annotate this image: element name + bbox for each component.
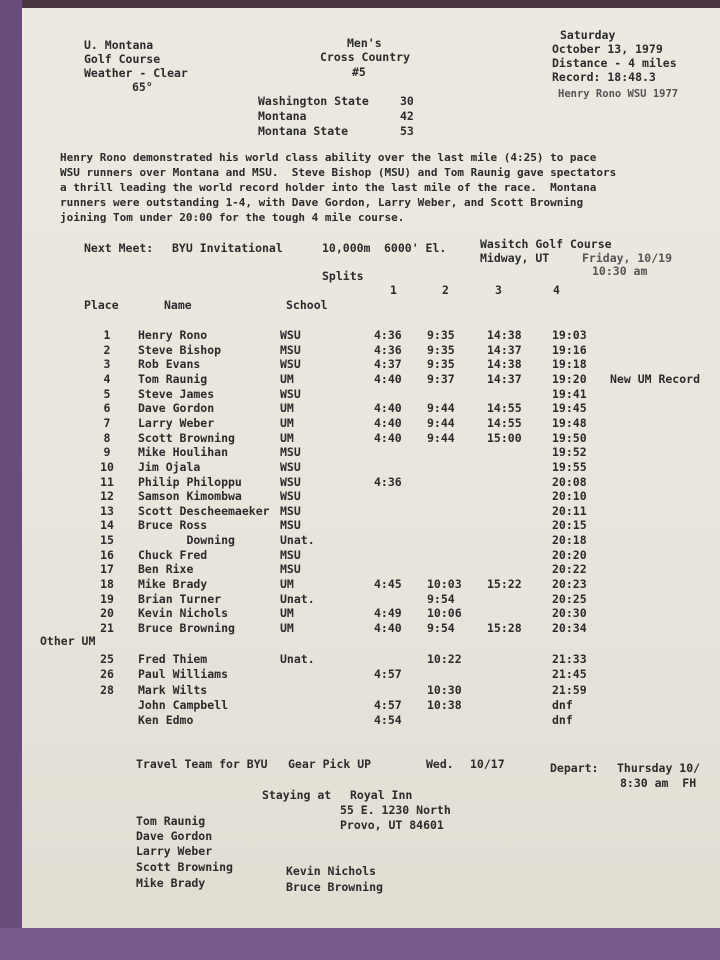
split-header-2: 2 [442, 283, 449, 297]
next-meet-elevation: 6000' El. [384, 241, 447, 255]
roster-3: Larry Weber [136, 844, 213, 858]
roster-5: Mike Brady [136, 876, 206, 890]
next-meet-city: Midway, UT [480, 251, 550, 265]
split-header-4: 4 [553, 283, 560, 297]
cell-place: 4 [103, 371, 111, 386]
cell-s3: 14:37 [487, 371, 522, 386]
cell-place: 17 [100, 562, 114, 577]
cell-s3: 15:28 [487, 621, 522, 635]
weather-line: Weather - Clear [84, 66, 188, 80]
table-row [22, 621, 720, 636]
cell-name: Chuck Fred [138, 547, 208, 562]
cell-fin: 19:45 [552, 401, 587, 416]
cell-name: Mike Brady [138, 577, 208, 592]
background-left [0, 0, 22, 960]
cell-name: Mark Wilts [138, 682, 208, 697]
cell-name: Scott Descheemaeker [138, 503, 270, 518]
summary-line-1: Henry Rono demonstrated his world class ability over the last mile (4:25) to pace [60, 151, 597, 164]
cell-s2: 9:54 [427, 621, 455, 635]
cell-s1: 4:40 [374, 415, 402, 430]
cell-name: Ben Rixe [138, 562, 194, 577]
gear-date: 10/17 [470, 757, 505, 771]
table-row [22, 489, 720, 504]
cell-school: Unat. [280, 652, 315, 666]
cell-name: Paul Williams [138, 667, 229, 682]
next-meet-name: BYU Invitational [172, 241, 283, 255]
roster-7: Bruce Browning [286, 880, 383, 894]
cell-place: 8 [103, 430, 111, 445]
cell-fin: 20:08 [552, 474, 587, 489]
cell-school: Unat. [280, 591, 315, 606]
cell-s1: 4:57 [374, 667, 402, 682]
school-header: School [286, 298, 328, 312]
table-row [22, 713, 720, 728]
meet-date: October 13, 1979 [552, 42, 663, 56]
cell-place: 15 [100, 533, 114, 548]
cell-name: Henry Rono [138, 328, 208, 342]
record-holder: Henry Rono WSU 1977 [558, 88, 679, 100]
cell-s2: 9:35 [427, 357, 455, 372]
cell-s2: 9:35 [427, 328, 455, 342]
name-header: Name [164, 298, 192, 312]
cell-place: 3 [103, 357, 111, 372]
roster-2: Dave Gordon [136, 829, 213, 843]
cell-s2: 9:44 [427, 401, 455, 416]
cell-name: Bruce Browning [138, 621, 235, 635]
cell-place: 11 [100, 474, 114, 489]
cell-fin: 19:20 [552, 371, 587, 386]
cell-place: 7 [103, 415, 111, 430]
table-row [22, 504, 720, 519]
cell-name: Downing [138, 533, 235, 548]
hotel-city: Provo, UT 84601 [340, 818, 444, 832]
cell-place: 20 [100, 606, 114, 621]
cell-fin: 19:48 [552, 415, 587, 430]
table-row [22, 372, 720, 387]
next-meet-time: 10:30 am [592, 264, 648, 278]
cell-s2: 10:30 [427, 682, 462, 697]
table-row [22, 343, 720, 358]
summary-line-4: runners were outstanding 1-4, with Dave Gordon, Larry Weber, and Scott Browning [60, 196, 584, 209]
hotel-name: Royal Inn [350, 788, 413, 802]
cell-fin: 20:34 [552, 621, 587, 635]
table-row [22, 698, 720, 713]
next-meet-distance: 10,000m [322, 241, 371, 255]
cell-school: Unat. [280, 533, 315, 548]
cell-school: MSU [280, 503, 301, 518]
location-line-2: Golf Course [84, 52, 161, 66]
cell-name: Rob Evans [138, 357, 201, 372]
table-row [22, 667, 720, 682]
cell-school: WSU [280, 489, 301, 504]
cell-s2: 9:54 [427, 591, 455, 606]
cell-s3: 14:55 [487, 401, 522, 416]
cell-s2: 9:37 [427, 371, 455, 386]
temperature: 65° [132, 80, 153, 94]
table-row [22, 683, 720, 698]
cell-s1: 4:36 [374, 342, 402, 357]
cell-fin: 19:03 [552, 328, 587, 342]
cell-name: Bruce Ross [138, 518, 208, 533]
cell-s3: 14:37 [487, 342, 522, 357]
staying-label: Staying at [262, 788, 332, 802]
cell-school: MSU [280, 547, 301, 562]
cell-school: UM [280, 371, 294, 386]
roster-1: Tom Raunig [136, 814, 206, 828]
cell-place: 25 [100, 652, 114, 666]
cell-fin: 19:55 [552, 459, 587, 474]
cell-s2: 10:22 [427, 652, 462, 666]
cell-school: WSU [280, 386, 301, 401]
table-row [22, 533, 720, 548]
cell-fin: 21:59 [552, 682, 587, 697]
cell-s3: 14:38 [487, 357, 522, 372]
cell-s1: 4:54 [374, 713, 402, 728]
table-row [22, 401, 720, 416]
cell-s2: 10:38 [427, 697, 462, 712]
table-row [22, 387, 720, 402]
summary-line-3: a thrill leading the world record holder into the last mile of the race. Montana [60, 181, 597, 194]
table-row [22, 606, 720, 621]
cell-fin: 19:52 [552, 445, 587, 460]
depart-time: 8:30 am FH [620, 776, 697, 790]
gear-day: Wed. [426, 757, 454, 771]
cell-place: 16 [100, 547, 114, 562]
cell-name: John Campbell [138, 697, 229, 712]
hotel-address: 55 E. 1230 North [340, 803, 451, 817]
summary-line-5: joining Tom under 20:00 for the tough 4 mile course. [60, 211, 405, 224]
cell-school: MSU [280, 342, 301, 357]
cell-place: 10 [100, 459, 114, 474]
table-row [22, 548, 720, 563]
cell-fin: 20:15 [552, 518, 587, 533]
cell-place: 9 [103, 445, 111, 460]
cell-s1: 4:40 [374, 401, 402, 416]
team-score-name-2: Montana [258, 109, 307, 123]
team-score-value-3: 53 [400, 124, 414, 138]
cell-fin: 21:33 [552, 652, 587, 666]
cell-s1: 4:40 [374, 371, 402, 386]
results-sheet [22, 8, 720, 928]
cell-name: Mike Houlihan [138, 445, 229, 460]
table-row [22, 475, 720, 490]
cell-name: Tom Raunig [138, 371, 208, 386]
team-score-name-3: Montana State [258, 124, 349, 138]
cell-place: 12 [100, 489, 114, 504]
cell-fin: 19:18 [552, 357, 587, 372]
table-row [22, 518, 720, 533]
cell-name: Ken Edmo [138, 713, 194, 728]
table-row [22, 357, 720, 372]
cell-s2: 10:03 [427, 577, 462, 592]
cell-s1: 4:40 [374, 430, 402, 445]
cell-school: WSU [280, 459, 301, 474]
cell-name: Dave Gordon [138, 401, 215, 416]
cell-name: Brian Turner [138, 591, 222, 606]
cell-place: 5 [103, 386, 111, 401]
table-row [22, 562, 720, 577]
roster-4: Scott Browning [136, 860, 233, 874]
cell-fin: 20:30 [552, 606, 587, 621]
cell-name: Steve James [138, 386, 215, 401]
travel-team-title: Travel Team for BYU [136, 757, 268, 771]
cell-s3: 15:22 [487, 577, 522, 592]
gear-pickup: Gear Pick UP [288, 757, 372, 771]
place-header: Place [84, 298, 119, 312]
cell-school: WSU [280, 474, 301, 489]
cell-fin: dnf [552, 697, 573, 712]
cell-school: UM [280, 401, 294, 416]
cell-name: Scott Browning [138, 430, 235, 445]
cell-s2: 9:44 [427, 430, 455, 445]
cell-s1: 4:57 [374, 697, 402, 712]
cell-name: Philip Philoppu [138, 474, 242, 489]
cell-fin: 20:18 [552, 533, 587, 548]
cell-s3: 14:38 [487, 328, 522, 342]
cell-place: 1 [103, 328, 111, 342]
cell-school: UM [280, 415, 294, 430]
cell-school: MSU [280, 445, 301, 460]
cell-school: WSU [280, 357, 301, 372]
cell-s1: 4:37 [374, 357, 402, 372]
cell-place: 21 [100, 621, 114, 635]
cell-fin: 19:41 [552, 386, 587, 401]
meet-record: Record: 18:48.3 [552, 70, 656, 84]
cell-school: UM [280, 430, 294, 445]
meet-day: Saturday [560, 28, 616, 42]
meet-distance: Distance - 4 miles [552, 56, 677, 70]
next-meet-venue: Wasitch Golf Course [480, 237, 612, 251]
event-line-2: Cross Country [320, 50, 411, 64]
cell-name: Fred Thiem [138, 652, 208, 666]
cell-school: UM [280, 577, 294, 592]
cell-s1: 4:36 [374, 328, 402, 342]
cell-fin: 20:23 [552, 577, 587, 592]
table-row [22, 577, 720, 592]
cell-fin: 19:16 [552, 342, 587, 357]
cell-s1: 4:45 [374, 577, 402, 592]
next-meet-label: Next Meet: [84, 241, 154, 255]
depart-day: Thursday 10/ [617, 761, 701, 775]
cell-name: Kevin Nichols [138, 606, 229, 621]
cell-place: 2 [103, 342, 111, 357]
splits-label: Splits [322, 269, 364, 283]
cell-school: UM [280, 621, 294, 635]
event-line-1: Men's [347, 36, 382, 50]
cell-school: MSU [280, 518, 301, 533]
cell-school: UM [280, 606, 294, 621]
cell-s3: 14:55 [487, 415, 522, 430]
cell-fin: dnf [552, 713, 573, 728]
cell-name: Jim Ojala [138, 459, 201, 474]
cell-fin: 20:20 [552, 547, 587, 562]
table-row [22, 460, 720, 475]
cell-s2: 9:35 [427, 342, 455, 357]
location-line-1: U. Montana [84, 38, 154, 52]
table-row [22, 652, 720, 667]
split-header-1: 1 [390, 283, 397, 297]
cell-name: Steve Bishop [138, 342, 222, 357]
cell-place: 18 [100, 577, 114, 592]
table-row [22, 445, 720, 460]
table-row [22, 328, 720, 343]
cell-place: 28 [100, 682, 114, 697]
background-bottom [0, 928, 720, 960]
depart-label: Depart: [550, 761, 599, 775]
cell-s3: 15:00 [487, 430, 522, 445]
cell-s1: 4:49 [374, 606, 402, 621]
cell-fin: 20:11 [552, 503, 587, 518]
cell-s1: 4:36 [374, 474, 402, 489]
cell-school: MSU [280, 562, 301, 577]
cell-fin: 21:45 [552, 667, 587, 682]
cell-place: 6 [103, 401, 111, 416]
table-row [22, 592, 720, 607]
cell-fin: 20:10 [552, 489, 587, 504]
cell-school: WSU [280, 328, 301, 342]
cell-fin: 19:50 [552, 430, 587, 445]
cell-place: 19 [100, 591, 114, 606]
cell-fin: 20:25 [552, 591, 587, 606]
table-row [22, 431, 720, 446]
split-header-3: 3 [495, 283, 502, 297]
team-score-value-1: 30 [400, 94, 414, 108]
cell-name: Larry Weber [138, 415, 215, 430]
table-row [22, 416, 720, 431]
cell-note: New UM Record [610, 371, 701, 386]
cell-fin: 20:22 [552, 562, 587, 577]
roster-6: Kevin Nichols [286, 864, 377, 878]
cell-s2: 9:44 [427, 415, 455, 430]
event-number: #5 [352, 65, 366, 79]
cell-place: 14 [100, 518, 114, 533]
next-meet-date: Friday, 10/19 [582, 251, 673, 265]
summary-line-2: WSU runners over Montana and MSU. Steve Bishop (MSU) and Tom Raunig gave spectators [60, 166, 617, 179]
cell-s1: 4:40 [374, 621, 402, 635]
cell-s2: 10:06 [427, 606, 462, 621]
cell-place: 26 [100, 667, 114, 682]
team-score-value-2: 42 [400, 109, 414, 123]
cell-name: Samson Kimombwa [138, 489, 242, 504]
team-score-name-1: Washington State [258, 94, 369, 108]
cell-place: 13 [100, 503, 114, 518]
other-um-label: Other UM [40, 634, 96, 648]
